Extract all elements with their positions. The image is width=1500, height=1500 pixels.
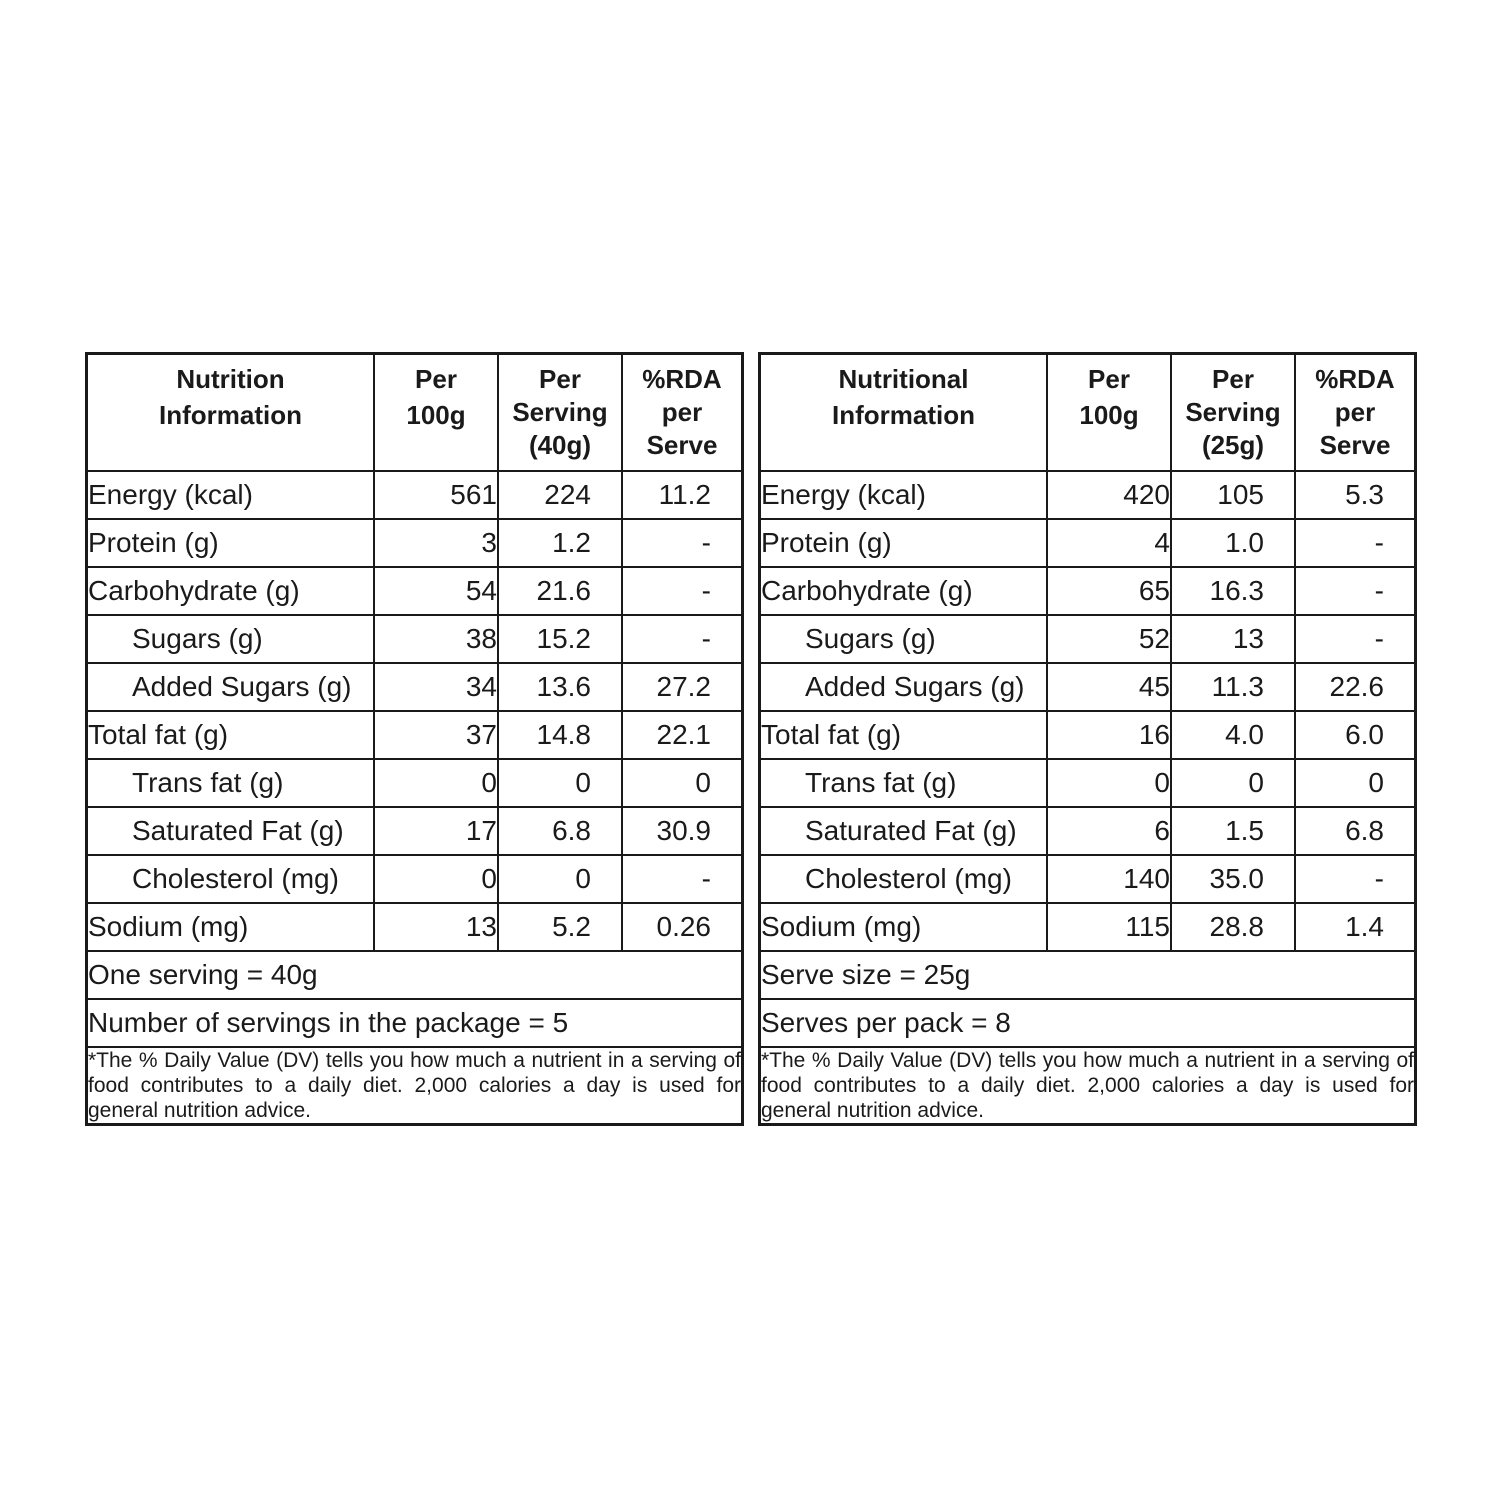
per-serving-value: 0 [498, 855, 622, 903]
rda-value: - [1295, 567, 1414, 615]
table-row [88, 807, 741, 855]
table-row [761, 759, 1414, 807]
nutrient-label: Cholesterol (mg) [761, 855, 1047, 903]
rda-value: 30.9 [622, 807, 741, 855]
footnote-row [761, 1047, 1414, 1123]
nutrient-label: Saturated Fat (g) [88, 807, 374, 855]
per-100g-value: 45 [1047, 663, 1171, 711]
nutrient-label: Cholesterol (mg) [88, 855, 374, 903]
servings-per-pack: Serves per pack = 8 [761, 999, 1414, 1047]
per-100g-value: 561 [374, 471, 498, 519]
per-100g-value: 3 [374, 519, 498, 567]
header-nutrient [88, 355, 374, 471]
header-per-serving [498, 355, 622, 471]
nutrient-label: Total fat (g) [761, 711, 1047, 759]
header-nutrient [761, 355, 1047, 471]
per-100g-value: 38 [374, 615, 498, 663]
per-serving-value: 21.6 [498, 567, 622, 615]
rda-value: 0 [1295, 759, 1414, 807]
per-serving-value: 1.2 [498, 519, 622, 567]
nutrient-label: Added Sugars (g) [88, 663, 374, 711]
per-serving-value: 4.0 [1171, 711, 1295, 759]
per-100g-value: 0 [374, 855, 498, 903]
nutrient-label: Energy (kcal) [88, 471, 374, 519]
per-serving-value: 224 [498, 471, 622, 519]
per-100g-value: 37 [374, 711, 498, 759]
header-text: per [661, 397, 703, 427]
rda-value: 1.4 [1295, 903, 1414, 951]
per-serving-value: 13 [1171, 615, 1295, 663]
per-serving-value: 105 [1171, 471, 1295, 519]
per-serving-value: 14.8 [498, 711, 622, 759]
header-row [761, 355, 1414, 471]
table-row [761, 615, 1414, 663]
table-row [88, 471, 741, 519]
header-rda [1295, 355, 1414, 471]
rda-value: 6.0 [1295, 711, 1414, 759]
header-text: Per [1212, 364, 1254, 394]
header-text: 100g [406, 400, 466, 430]
header-text: (40g) [528, 430, 592, 460]
header-text: Serving [1185, 397, 1281, 427]
header-text: 100g [1079, 400, 1139, 430]
rda-value: 5.3 [1295, 471, 1414, 519]
header-text: Nutritional [838, 364, 969, 394]
per-100g-value: 52 [1047, 615, 1171, 663]
nutrient-label: Sugars (g) [88, 615, 374, 663]
per-100g-value: 4 [1047, 519, 1171, 567]
nutrient-label: Total fat (g) [88, 711, 374, 759]
dv-footnote: *The % Daily Value (DV) tells you how much a nutrient in a serving of food contributes to a daily diet. 2,000 calories a day is used for general nutrition advice. [88, 1049, 741, 1122]
per-serving-value: 1.5 [1171, 807, 1295, 855]
nutrient-label: Added Sugars (g) [761, 663, 1047, 711]
per-serving-value: 6.8 [498, 807, 622, 855]
header-per-100g [374, 355, 498, 471]
per-serving-value: 35.0 [1171, 855, 1295, 903]
table-row [761, 471, 1414, 519]
nutrient-label: Carbohydrate (g) [761, 567, 1047, 615]
header-text: Information [832, 400, 975, 430]
table-row [88, 903, 741, 951]
table-row [88, 759, 741, 807]
table-row [761, 807, 1414, 855]
nutrient-label: Carbohydrate (g) [88, 567, 374, 615]
per-100g-value: 115 [1047, 903, 1171, 951]
rda-value: - [622, 615, 741, 663]
per-serving-value: 0 [498, 759, 622, 807]
header-text: Per [539, 364, 581, 394]
per-100g-value: 34 [374, 663, 498, 711]
per-100g-value: 13 [374, 903, 498, 951]
nutrition-table-left [85, 352, 744, 1126]
rda-value: - [1295, 855, 1414, 903]
table-row [761, 663, 1414, 711]
header-text: Per [1088, 364, 1130, 394]
table-row [88, 663, 741, 711]
header-text: Serve [1319, 430, 1391, 460]
nutrient-label: Protein (g) [88, 519, 374, 567]
per-100g-value: 54 [374, 567, 498, 615]
serving-size: Serve size = 25g [761, 951, 1414, 999]
rda-value: 6.8 [1295, 807, 1414, 855]
header-text: Nutrition [176, 364, 285, 394]
nutrient-label: Energy (kcal) [761, 471, 1047, 519]
nutrition-table [88, 355, 741, 1123]
servings-per-pack-row [761, 999, 1414, 1047]
nutrient-label: Protein (g) [761, 519, 1047, 567]
per-serving-value: 5.2 [498, 903, 622, 951]
per-serving-value: 0 [1171, 759, 1295, 807]
per-100g-value: 0 [1047, 759, 1171, 807]
table-row [761, 519, 1414, 567]
nutrition-table-right [758, 352, 1417, 1126]
header-per-serving [1171, 355, 1295, 471]
rda-value: - [622, 855, 741, 903]
serving-size-row [88, 951, 741, 999]
serving-size: One serving = 40g [88, 951, 741, 999]
rda-value: - [622, 519, 741, 567]
nutrient-label: Sugars (g) [761, 615, 1047, 663]
table-row [761, 567, 1414, 615]
table-row [761, 855, 1414, 903]
table-row [88, 855, 741, 903]
nutrient-label: Saturated Fat (g) [761, 807, 1047, 855]
rda-value: - [622, 567, 741, 615]
per-serving-value: 16.3 [1171, 567, 1295, 615]
header-text: (25g) [1201, 430, 1265, 460]
rda-value: 22.1 [622, 711, 741, 759]
dv-footnote: *The % Daily Value (DV) tells you how much a nutrient in a serving of food contributes to a daily diet. 2,000 calories a day is used for general nutrition advice. [761, 1049, 1414, 1122]
header-rda [622, 355, 741, 471]
per-100g-value: 17 [374, 807, 498, 855]
nutrient-label: Sodium (mg) [88, 903, 374, 951]
table-row [761, 711, 1414, 759]
serving-size-row [761, 951, 1414, 999]
per-serving-value: 15.2 [498, 615, 622, 663]
table-row [88, 711, 741, 759]
per-100g-value: 140 [1047, 855, 1171, 903]
per-100g-value: 6 [1047, 807, 1171, 855]
rda-value: 0 [622, 759, 741, 807]
rda-value: 0.26 [622, 903, 741, 951]
header-text: Serve [646, 430, 718, 460]
servings-per-pack: Number of servings in the package = 5 [88, 999, 741, 1047]
rda-value: - [1295, 519, 1414, 567]
nutrient-label: Sodium (mg) [761, 903, 1047, 951]
per-serving-value: 13.6 [498, 663, 622, 711]
table-row [88, 567, 741, 615]
footnote-row [88, 1047, 741, 1123]
per-serving-value: 28.8 [1171, 903, 1295, 951]
per-100g-value: 0 [374, 759, 498, 807]
header-text: %RDA [642, 364, 722, 394]
header-text: %RDA [1315, 364, 1395, 394]
per-serving-value: 11.3 [1171, 663, 1295, 711]
nutrient-label: Trans fat (g) [761, 759, 1047, 807]
nutrition-table [761, 355, 1414, 1123]
nutrient-label: Trans fat (g) [88, 759, 374, 807]
rda-value: 11.2 [622, 471, 741, 519]
per-100g-value: 16 [1047, 711, 1171, 759]
per-100g-value: 420 [1047, 471, 1171, 519]
per-100g-value: 65 [1047, 567, 1171, 615]
header-text: Serving [512, 397, 608, 427]
table-row [761, 903, 1414, 951]
table-row [88, 519, 741, 567]
rda-value: 22.6 [1295, 663, 1414, 711]
rda-value: 27.2 [622, 663, 741, 711]
header-row [88, 355, 741, 471]
table-row [88, 615, 741, 663]
rda-value: - [1295, 615, 1414, 663]
header-per-100g [1047, 355, 1171, 471]
header-text: Information [159, 400, 302, 430]
header-text: Per [415, 364, 457, 394]
header-text: per [1334, 397, 1376, 427]
per-serving-value: 1.0 [1171, 519, 1295, 567]
servings-per-pack-row [88, 999, 741, 1047]
